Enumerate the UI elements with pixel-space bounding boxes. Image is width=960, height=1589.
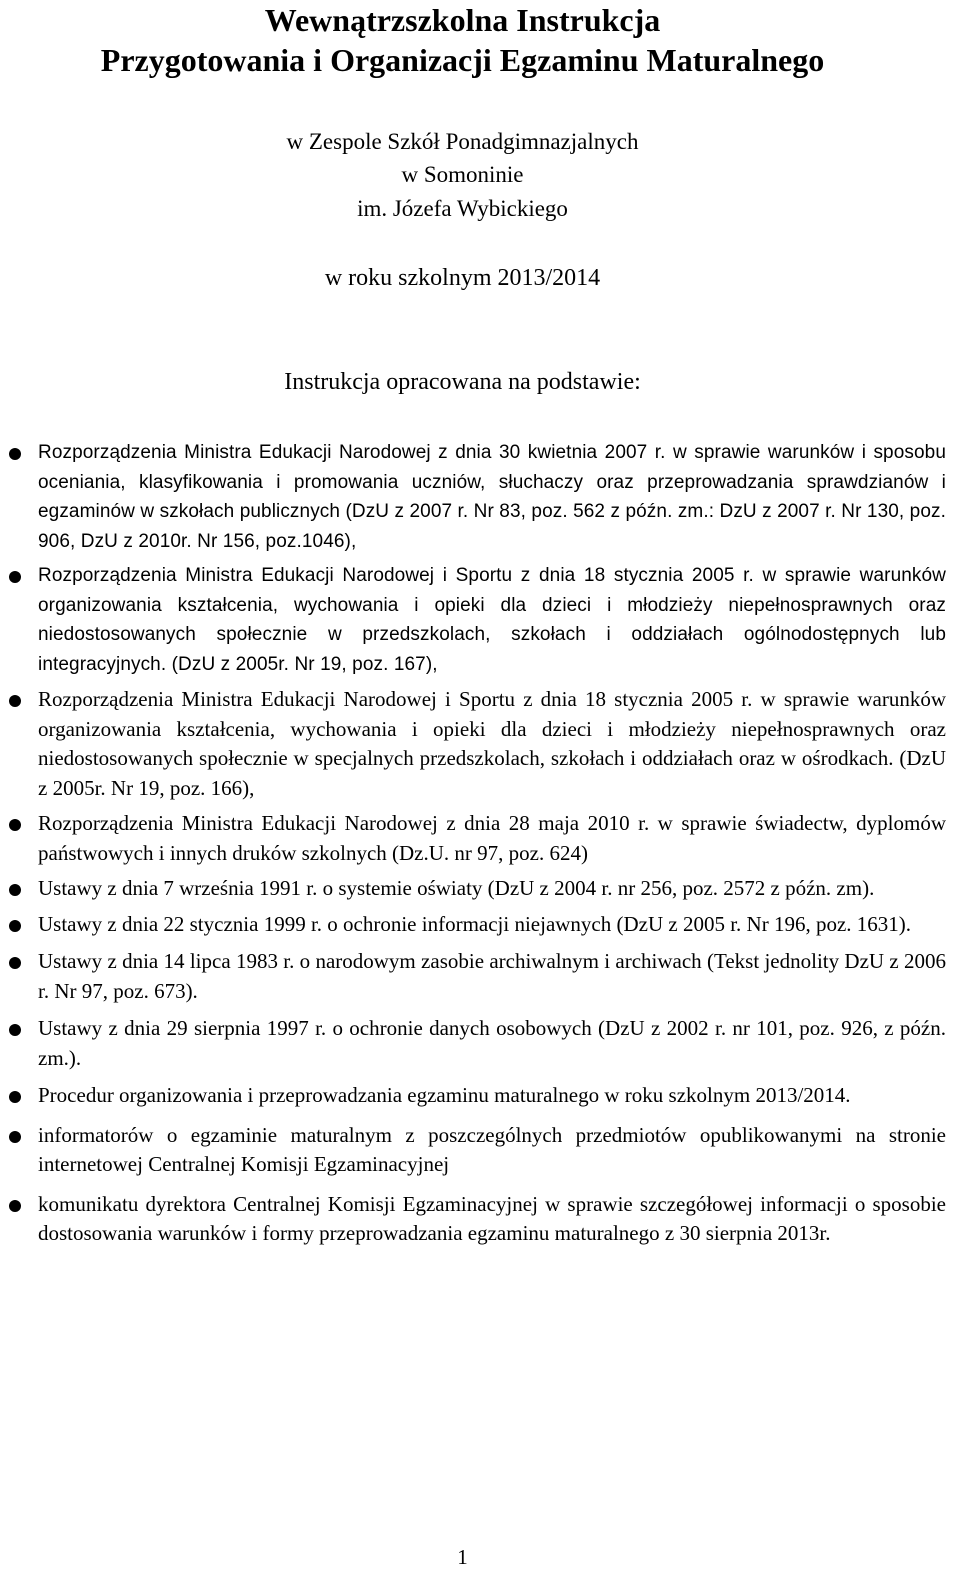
list-item: [0, 1014, 960, 1073]
list-item-text: informatorów o egzaminie maturalnym z poszczególnych przedmiotów opublikowanymi na stronie internetowej Centralnej Komisji Egzaminacyjnej: [38, 1122, 946, 1176]
bullet-icon: [9, 571, 21, 583]
document-title-line-1: Wewnątrzszkolna Instrukcja: [264, 2, 661, 38]
bullet-icon: [9, 957, 21, 969]
bullet-icon: [9, 1200, 21, 1212]
list-item-text: Ustawy z dnia 29 sierpnia 1997 r. o ochronie danych osobowych (DzU z 2002 r. nr 101, poz. 926, z późn. zm.).: [38, 1016, 946, 1070]
list-item: [0, 1190, 960, 1249]
bullet-icon: [9, 1024, 21, 1036]
list-item-text: Procedur organizowania i przeprowadzania egzaminu maturalnego w roku szkolnym 2013/2014.: [38, 1083, 851, 1107]
list-item-text: Rozporządzenia Ministra Edukacji Narodowej i Sportu z dnia 18 stycznia 2005 r. w sprawie warunków organizowania kształcenia, wychowania i opieki dla dzieci i młodzieży niepełnosprawnych oraz niedostosowanych społecznie w przedszkolach, szkołach i oddziałach ogólnodostępnych lub integracyjnych. (DzU z 2005r. Nr 19, poz. 167),: [38, 565, 946, 675]
legal-basis-list: [0, 438, 960, 1249]
bullet-icon: [9, 448, 21, 460]
page-number: 1: [457, 1545, 468, 1569]
list-item-text: Rozporządzenia Ministra Edukacji Narodowej z dnia 28 maja 2010 r. w sprawie świadectw, dyplomów państwowych i innych druków szkolnych (Dz.U. nr 97, poz. 624): [38, 811, 946, 865]
school-name-line-1: w Zespole Szkół Ponadgimnazjalnych: [286, 129, 639, 154]
bullet-icon: [9, 819, 21, 831]
bullet-icon: [9, 1091, 21, 1103]
list-item-text: komunikatu dyrektora Centralnej Komisji Egzaminacyjnej w sprawie szczegółowej informacji o sposobie dostosowania warunków i formy przeprowadzania egzaminu maturalnego z 30 sierpnia 2013r.: [38, 1191, 946, 1245]
school-year: w roku szkolnym 2013/2014: [324, 265, 601, 291]
list-item: [0, 910, 960, 940]
bullet-icon: [9, 884, 21, 896]
bullet-icon: [9, 695, 21, 707]
list-item: [0, 685, 960, 803]
list-item: [0, 874, 960, 904]
list-item: [0, 809, 960, 868]
list-item: [0, 1121, 960, 1180]
list-item: [0, 561, 960, 679]
basis-heading: Instrukcja opracowana na podstawie:: [284, 369, 641, 395]
school-name-line-2: w Somoninie: [401, 162, 524, 187]
list-item: [0, 1081, 960, 1111]
list-item-text: Ustawy z dnia 22 stycznia 1999 r. o ochronie informacji niejawnych (DzU z 2005 r. Nr 196, poz. 1631).: [38, 911, 912, 936]
bullet-icon: [9, 1131, 21, 1143]
list-item-text: Ustawy z dnia 7 września 1991 r. o systemie oświaty (DzU z 2004 r. nr 256, poz. 2572 z późn. zm).: [38, 876, 875, 900]
list-item-text: Rozporządzenia Ministra Edukacji Narodowej z dnia 30 kwietnia 2007 r. w sprawie warunków i sposobu oceniania, klasyfikowania i promowania uczniów, słuchaczy oraz przeprowadzania sprawdzianów i egzaminów w szkołach publicznych (DzU z 2007 r. Nr 83, poz. 562 z późn. zm.: DzU z 2007 r. Nr 130, poz. 906, DzU z 2010r. Nr 156, poz.1046),: [38, 442, 946, 552]
list-item: [0, 438, 960, 556]
list-item: [0, 947, 960, 1006]
list-item-text: Ustawy z dnia 14 lipca 1983 r. o narodowym zasobie archiwalnym i archiwach (Tekst jednolity DzU z 2006 r. Nr 97, poz. 673).: [38, 949, 946, 1003]
bullet-icon: [9, 920, 21, 932]
school-name-line-3: im. Józefa Wybickiego: [357, 196, 568, 221]
document-title-line-2: Przygotowania i Organizacji Egzaminu Maturalnego: [100, 42, 825, 78]
list-item-text: Rozporządzenia Ministra Edukacji Narodowej i Sportu z dnia 18 stycznia 2005 r. w sprawie warunków organizowania kształcenia, wychowania i opieki dla dzieci i młodzieży niepełnosprawnych oraz niedostosowanych społecznie w specjalnych przedszkolach, szkołach i oddziałach oraz w ośrodkach. (DzU z 2005r. Nr 19, poz. 166),: [38, 687, 946, 800]
